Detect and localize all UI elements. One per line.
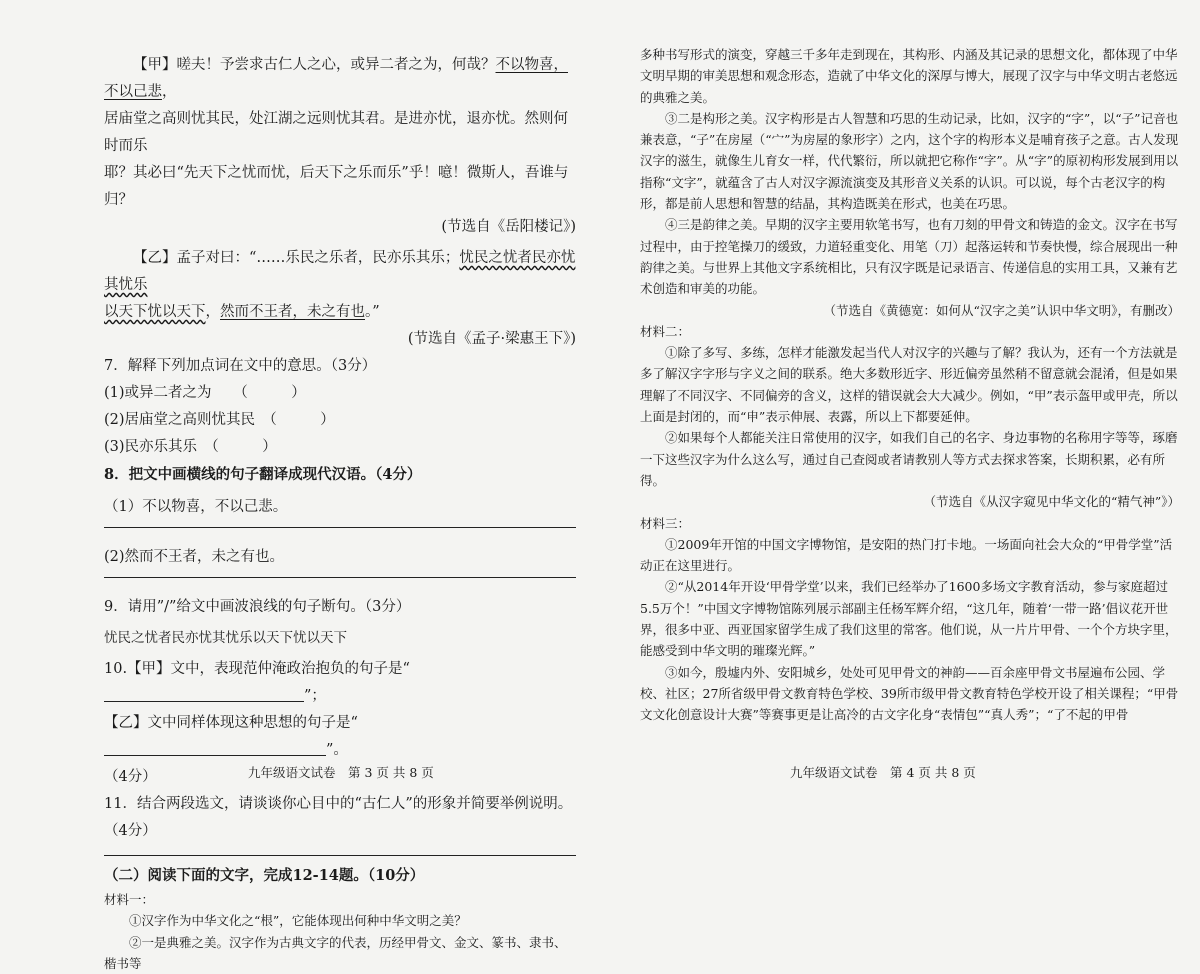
section-2-heading: （二）阅读下面的文字，完成12-14题。（10分） <box>104 867 425 884</box>
q7-3-paren-open: （ <box>211 439 219 455</box>
q7-1-paren-close: ） <box>291 385 306 401</box>
q7-1-text: (1)或异二者之为 <box>104 385 212 401</box>
jia-underlined: 不以物喜，不以己悲 <box>104 57 568 100</box>
question-8-1: （1）不以物喜，不以己悲。 <box>104 499 288 515</box>
q10-a-blank[interactable] <box>104 685 304 702</box>
material-1-p2: ②一是典雅之美。汉字作为古典文字的代表，历经甲骨文、金文、篆书、隶书、楷书等 <box>104 934 567 971</box>
q7-3-paren-close: ） <box>262 439 277 455</box>
yi-underlined: 然而不王者，未之有也 <box>220 304 365 320</box>
yi-source: (节选自《孟子·梁惠王下》) <box>407 331 576 347</box>
yi-text-1: 【乙】孟子对曰：“……乐民之乐者，民亦乐其乐； <box>133 250 460 266</box>
question-7: 7．解释下列加点词在文中的意思。（3分） <box>104 358 377 374</box>
material-2-source: （节选自《从汉字窥见中华文化的“精气神”》） <box>923 494 1180 510</box>
material-1-label: 材料一： <box>104 892 155 907</box>
jia-label: 【甲】 <box>133 57 177 73</box>
page-footer-right: 九年级语文试卷 第 4 页 共 8 页 <box>790 765 976 780</box>
question-9: 9．请用”/”给文中画波浪线的句子断句。（3分） <box>104 599 411 615</box>
question-8: 8．把文中画横线的句子翻译成现代汉语。（4分） <box>104 466 422 483</box>
material-3-p2: ②“从2014年开设‘甲骨学堂’以来，我们已经举办了1600多场文字教育活动，参与家庭超过5.5万个！”中国文字博物馆陈列展示部副主任杨军辉介绍，“这几年，随着‘一带一路’倡议花开世界，很多中亚、西亚国家留学生成了我们这里的常客。他们说，从一片片甲骨、一个个方块字里，能感受到中华文明的璀璨光辉。” <box>640 579 1178 659</box>
q10-a-text: 10.【甲】文中，表现范仲淹政治抱负的句子是“ <box>104 661 410 677</box>
right-page <box>600 0 1200 880</box>
q7-2-text: (2)居庙堂之高则忧其民 <box>104 412 256 428</box>
q10-a-end: ”； <box>304 688 326 704</box>
jia-text-3: 居庙堂之高则忧其民，处江湖之远则忧其君。是进亦忧，退亦忧。然则何时而乐 <box>104 111 568 154</box>
question-7-2 <box>104 407 576 434</box>
q7-3-text: (3)民亦乐其乐 <box>104 439 198 455</box>
jia-text-1: 嗟夫！予尝求古仁人之心，或异二者之为，何哉？ <box>176 57 496 73</box>
material-2-label: 材料二： <box>640 323 691 339</box>
answer-line-11[interactable] <box>104 855 576 856</box>
jia-text-4: 耶？其必曰“先天下之忧而忧，后天下之乐而乐”乎！噫！微斯人，吾谁与归？ <box>104 165 569 208</box>
material-3-label: 材料三： <box>640 515 691 531</box>
question-10-score: （4分） <box>104 769 157 785</box>
yi-end: 。” <box>365 304 380 320</box>
question-10-a <box>104 656 576 710</box>
material-1-continued: 多种书写形式的演变，穿越三千多年走到现在，其构形、内涵及其记录的思想文化，都体现了中华文明早期的审美思想和观念形态，造就了中华文化的深厚与博大，展现了汉字与中华文明古老悠远的典雅之美。 <box>640 47 1178 105</box>
answer-line-8-1[interactable] <box>104 527 576 528</box>
question-11: 11．结合两段选文，请谈谈你心目中的“古仁人”的形象并简要举例说明。（4分） <box>104 796 573 839</box>
yi-wavy-2: 以天下忧以天下 <box>104 304 206 320</box>
material-1-source: （节选自《黄德宽：如何从“汉字之美”认识中华文明》，有删改） <box>823 302 1180 318</box>
question-7-3 <box>104 434 576 461</box>
q7-2-paren-close: ） <box>320 412 335 428</box>
material-1-p3: ③二是构形之美。汉字构形是古人智慧和巧思的生动记录，比如，汉字的“字”，以“子”记音也兼表意，“子”在房屋（“宀”为房屋的象形字）之内，这个字的构形本义是哺育孩子之意。古人发现汉字的滋生，就像生儿育女一样，代代繁衍，所以就把它称作“字”。从“字”的原初构形发展到用以指称“文字”，就蕴含了古人对汉字源流演变及其形音义关系的认识。可以说，每个古老汉字的构形，都是前人思想和智慧的结晶，其构造既美在形式，也美在巧思。 <box>640 110 1179 212</box>
q7-1-paren-open: （ <box>240 385 248 401</box>
material-1-p1: ①汉字作为中华文化之“根”，它能体现出何种中华文明之美？ <box>129 913 467 929</box>
jia-comma: ， <box>162 84 177 100</box>
yi-comma: ， <box>205 304 220 320</box>
material-1-p4: ④三是韵律之美。早期的汉字主要用软笔书写，也有刀刻的甲骨文和铸造的金文。汉字在书写过程中，由于控笔操刀的缓致，力道轻重变化、用笔（刀）起落运转和节奏快慢，综合展现出一种韵律之美。与世界上其他文字系统相比，只有汉字既是记录语言、传递信息的实用工具，又兼有艺术创造和审美的功能。 <box>640 217 1178 297</box>
yi-wavy-1: 忧民之忧者民亦忧其忧乐 <box>104 250 576 293</box>
question-9-sentence: 忧民之忧者民亦忧其忧乐以天下忧以天下 <box>104 630 347 646</box>
question-10-b <box>104 710 576 764</box>
passage-jia <box>104 52 576 214</box>
question-7-1 <box>104 380 576 407</box>
q10-b-blank[interactable] <box>104 739 326 756</box>
q10-b-end: ”。 <box>326 742 348 758</box>
page-footer-left: 九年级语文试卷 第 3 页 共 8 页 <box>248 765 434 780</box>
left-page <box>0 0 600 971</box>
material-3-p1: ①2009年开馆的中国文字博物馆，是安阳的热门打卡地。一场面向社会大众的“甲骨学堂”活动正在这里进行。 <box>640 536 1173 574</box>
material-3-p3: ③如今，殷墟内外、安阳城乡，处处可见甲骨文的神韵——百余座甲骨文书屋遍布公园、学校、社区；27所省级甲骨文教育特色学校、39所市级甲骨文教育特色学校开设了相关课程；“甲骨文文化创意设计大赛”等赛事更是让高冷的古文字化身“表情包”“真人秀”；“了不起的甲骨 <box>640 664 1179 723</box>
q10-b-text: 【乙】文中同样体现这种思想的句子是“ <box>104 715 358 731</box>
jia-source: (节选自《岳阳楼记》) <box>441 219 576 235</box>
answer-line-8-2[interactable] <box>104 577 576 578</box>
material-2-p1: ①除了多写、多练，怎样才能激发起当代人对汉字的兴趣与了解？我认为，还有一个方法就是多了解汉字字形与字义之间的联系。绝大多数形近字、形近偏旁虽然稍不留意就会混淆，但是如果理解了不同汉字、不同偏旁的含义，这样的错误就会大大减少。例如，“甲”表示盔甲或甲壳，所以上面是封闭的，而“申”表示伸展、表露，所以上下都要延伸。 <box>640 345 1178 425</box>
q7-2-paren-open: （ <box>269 412 277 428</box>
material-2-p2: ②如果每个人都能关注日常使用的汉字，如我们自己的名字、身边事物的名称用字等等，琢磨一下这些汉字为什么这么写，通过自己查阅或者请教别人等方式去探求答案，长期积累，必有所得。 <box>640 430 1178 488</box>
question-8-2: (2)然而不王者，未之有也。 <box>104 549 285 565</box>
passage-yi <box>104 245 576 326</box>
